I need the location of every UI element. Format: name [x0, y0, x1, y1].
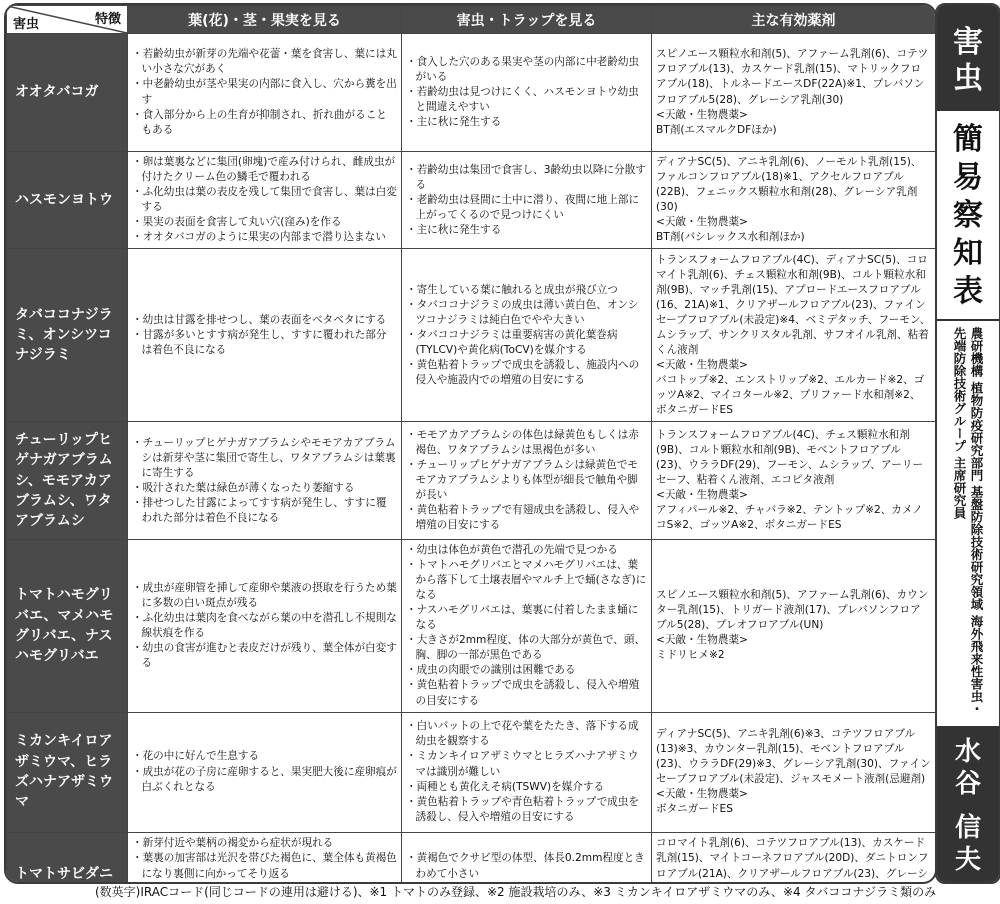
- bullet-list: [656, 588, 931, 663]
- bullet-list: [132, 313, 397, 358]
- list-item: ・ 黄色粘着トラップで有翅成虫を誘殺し、侵入や増殖の目安にする: [406, 503, 647, 533]
- list-item: ・ 中老齢幼虫が茎や果実の内部に食入し、穴から糞を出す: [132, 77, 397, 107]
- pest-trap-cell: [402, 34, 652, 152]
- bullet-list: [656, 47, 931, 137]
- list-item: ・ 主に秋に発生する: [406, 223, 647, 238]
- corner-feature-label: 特徴: [94, 12, 121, 27]
- list-item: <天敵・生物農薬>: [656, 358, 748, 371]
- list-item: ・ 幼虫は甘露を排せつし、葉の表面をベタベタにする: [132, 313, 397, 328]
- leaf-symptoms-cell: [128, 34, 402, 152]
- leaf-symptoms-cell: [128, 249, 402, 422]
- bullet-list: [406, 719, 647, 824]
- bullet-list: [132, 47, 397, 137]
- list-item: ディアナSC(5)、アニキ乳剤(6)、ノーモルト乳剤(15)、ファルコンフロアブル(18)※1、アクセルフロアブル(22B)、フェニックス顆粒水和剤(28)、グレーシア乳剤(30): [656, 156, 922, 214]
- table-row: [7, 152, 936, 249]
- bullet-list: [656, 836, 931, 884]
- corner-header: [7, 6, 128, 34]
- list-item: ・ ふ化幼虫は葉の表皮を残して集団で食害し、葉は白変する: [132, 185, 397, 215]
- list-item: ・ オオタバコガのように果実の内部まで潜り込まない: [132, 230, 397, 245]
- list-item: ・ 主に秋に発生する: [406, 115, 647, 130]
- list-item: ・ 果実の表面を食害して丸い穴(窪み)を作る: [132, 215, 397, 230]
- name-char: 夫: [954, 845, 981, 875]
- pest-trap-cell: [402, 540, 652, 712]
- title-char: 易: [953, 160, 983, 195]
- effective-chemicals-cell: [652, 422, 936, 540]
- list-item: ・ 成虫が花の子房に産卵すると、果実肥大後に産卵痕が白ぶくれとなる: [132, 765, 397, 795]
- list-item: ・ ふ化幼虫は葉肉を食べながら葉の中を潜孔し不規則な線状痕を作る: [132, 611, 397, 641]
- list-item: アフィパール※2、チャバラ※2、テントップ※2、カメノコS※2、ゴッツA※2、ボタニガードES: [656, 504, 923, 532]
- pest-name: チューリップヒゲナガアブラムシ、モモアカアブラムシ、ワタアブラムシ: [7, 422, 128, 540]
- bullet-list: [132, 836, 397, 884]
- list-item: ・ 甘露が多いとすす病が発生し、すすに覆われた部分は着色不良になる: [132, 328, 397, 358]
- list-item: スピノエース顆粒水和剤(5)、アファーム乳剤(6)、コテツフロアブル(13)、カスケード乳剤(15)、マトリックフロアブル(18)、トルネードエースDF(22A)※1、プレバソンフロアブル5(28)、グレーシア乳剤(30): [656, 48, 929, 106]
- table-row: [7, 712, 936, 832]
- list-item: ・ 食入した穴のある果実や茎の内部に中老齢幼虫がいる: [406, 55, 647, 85]
- list-item: ・ 幼虫の食害が進むと表皮だけが残り、葉全体が白変する: [132, 641, 397, 671]
- list-item: ディアナSC(5)、アニキ乳剤(6)※3、コテツフロアブル(13)※3、カウンター乳剤(15)、モベントフロアブル(23)、ウララDF(29)※3、グレーシア乳剤(30)、ファインセーブフロアブル(未設定)、ジャスモメート液剤(忌避剤): [656, 727, 931, 786]
- bullet-list: [656, 727, 931, 817]
- name-char: 水: [954, 737, 981, 767]
- list-item: ・ ミカンキイロアザミウマとヒラズハナアザミウマは識別が難しい: [406, 749, 647, 779]
- bullet-list: [406, 55, 647, 130]
- leaf-symptoms-cell: [128, 540, 402, 712]
- table-row: [7, 422, 936, 540]
- column-header-leaf: 葉(花)・茎・果実を見る: [128, 6, 402, 34]
- list-item: ・ トマトハモグリバエとマメハモグリバエは、葉から落下して土壌表層やマルチ上で蛹(さなぎ)になる: [406, 558, 647, 603]
- list-item: ・ 新芽付近や葉柄の褐変から症状が現れる: [132, 836, 397, 851]
- list-item: BT剤(エスマルクDFほか): [656, 123, 777, 136]
- footnote: (数英字)IRACコード(同じコードの連用は避ける)、※1 トマトのみ登録、※2 施設栽培のみ、※3 ミカンキイロアザミウマのみ、※4 タバココナジラミ類のみ: [95, 885, 937, 899]
- effective-chemicals-cell: [652, 832, 936, 884]
- title-char: 表: [953, 274, 983, 309]
- list-item: ・ 幼虫は体色が黄色で潜孔の先端で見つかる: [406, 543, 647, 558]
- list-item: ・ 若齢幼虫が新芽の先端や花蕾・葉を食害し、葉には丸い小さな穴があく: [132, 47, 397, 77]
- list-item: ・ 大きさが2mm程度、体の大部分が黄色で、頭、胸、脚の一部が黒色である: [406, 633, 647, 663]
- list-item: ・ 黄色粘着トラップで成虫を誘殺し、侵入や増殖の目安にする: [406, 678, 647, 708]
- list-item: ・ 両種とも黄化えそ病(TSWV)を媒介する: [406, 780, 647, 795]
- pest-name: ハスモンヨトウ: [7, 152, 128, 249]
- name-char: 谷: [954, 769, 981, 799]
- list-item: <天敵・生物農薬>: [656, 634, 748, 647]
- pest-trap-cell: [402, 422, 652, 540]
- corner-pest-label: 害虫: [13, 17, 40, 32]
- list-item: ・ 若齢幼虫は集団で食害し、3齢幼虫以降に分散する: [406, 163, 647, 193]
- table-row: [7, 540, 936, 712]
- author-affiliation: 農研機構 植物防疫研究部門 基盤防除技術研究領域 海外飛来性害虫・先端防除技術グループ 主席研究員: [952, 327, 984, 716]
- table-row: [7, 832, 936, 884]
- pest-name: トマトハモグリバエ、マメハモグリバエ、ナスハモグリバエ: [7, 540, 128, 712]
- list-item: <天敵・生物農薬>: [656, 788, 748, 801]
- effective-chemicals-cell: [652, 540, 936, 712]
- effective-chemicals-cell: [652, 152, 936, 249]
- list-item: トランスフォームフロアブル(4C)、チェス顆粒水和剤(9B)、コルト顆粒水和剤(9B)、モベントフロアブル(23)、ウララDF(29)、フーモン、ムシラップ、アーリーセーフ、粘着くん液剤、エコピタ液剤: [656, 429, 924, 487]
- bullet-list: [406, 428, 647, 533]
- list-item: ・ 黄色粘着トラップや青色粘着トラップで成虫を誘殺し、侵入や増殖の目安にする: [406, 795, 647, 825]
- list-item: ボタニガードES: [656, 803, 733, 816]
- pest-trap-cell: [402, 249, 652, 422]
- list-item: コロマイト乳剤(6)、コテツフロアブル(13)、カスケード乳剤(15)、マイトコーネフロアブル(20D)、ダニトロンフロアブル(21A)、クリアザールフロアブル(23)、グレーシ: [656, 837, 929, 880]
- bullet-list: [656, 155, 931, 245]
- title-char: 害: [953, 25, 983, 60]
- list-item: ・ ナスハモグリバエは、葉裏に付着したまま蛹になる: [406, 603, 647, 633]
- list-item: ・ チューリップヒゲナガアブラムシやモモアカアブラムシは新芽や茎に集団で寄生し、ワタアブラムシは葉裏に寄生する: [132, 436, 397, 481]
- list-item: ・ モモアカアブラムシの体色は緑黄色もしくは赤褐色、ワタアブラムシは黒褐色が多い: [406, 428, 647, 458]
- list-item: ・ 黄褐色でクサビ型の体型、体長0.2mm程度ときわめて小さい: [406, 851, 647, 881]
- bullet-list: [132, 581, 397, 671]
- author-name: [937, 726, 999, 882]
- list-item: ・ 老齢幼虫は昼間に土中に潜り、夜間に地上部に上がってくるので見つけにくい: [406, 193, 647, 223]
- list-item: BT剤(バシレックス水和剤ほか): [656, 231, 805, 244]
- leaf-symptoms-cell: [128, 422, 402, 540]
- title-char: 察: [953, 198, 983, 233]
- list-item: <天敵・生物農薬>: [656, 216, 748, 229]
- list-item: ・ 吸汁された葉は緑色が薄くなったり萎縮する: [132, 481, 397, 496]
- list-item: ・ タバココナジラミの成虫は薄い黄白色、オンシツコナジラミは純白色でやや大きい: [406, 298, 647, 328]
- list-item: ・ 白いバットの上で花や葉をたたき、落下する成幼虫を観察する: [406, 719, 647, 749]
- bullet-list: [132, 436, 397, 526]
- bullet-list: [656, 253, 931, 418]
- table-row: [7, 249, 936, 422]
- pest-name: ミカンキイロアザミウマ、ヒラズハナアザミウマ: [7, 712, 128, 832]
- bullet-list: [132, 749, 397, 794]
- table-body: [7, 34, 936, 885]
- list-item: トランスフォームフロアブル(4C)、ディアナSC(5)、コロマイト乳剤(6)、チェス顆粒水和剤(9B)、コルト顆粒水和剤(9B)、マッチ乳剤(15)、アプロードエースフロアブル(16、21A)※1、クリアザールフロアブル(23)、ファインセーブフロアブル(未設定)※4、ベミデタッチ、フーモン、ムシラップ、サンクリスタル乳剤、サフオイル乳剤、粘着くん液剤: [656, 253, 931, 356]
- column-header-trap: 害虫・トラップを見る: [402, 6, 652, 34]
- list-item: ・ 成虫が産卵管を挿して産卵や葉液の摂取を行うため葉に多数の白い斑点が残る: [132, 581, 397, 611]
- bullet-list: [132, 155, 397, 245]
- list-item: スピノエース顆粒水和剤(5)、アファーム乳剤(6)、カウンター乳剤(15)、トリガード液剤(17)、プレバソンフロアブル5(28)、プレオフロアブル(UN): [656, 589, 929, 632]
- list-item: ・ 成虫の肉眼での識別は困難である: [406, 663, 647, 678]
- effective-chemicals-cell: [652, 34, 936, 152]
- column-header-chemicals: 主な有効薬剤: [652, 6, 936, 34]
- list-item: ・ 食入部分から上の生育が抑制され、折れ曲がることもある: [132, 108, 397, 138]
- title-char: 簡: [953, 122, 983, 157]
- pest-identification-table: [4, 3, 937, 884]
- pest-name: トマトサビダニ: [7, 832, 128, 884]
- list-item: ・ 花の中に好んで生息する: [132, 749, 397, 764]
- list-item: <天敵・生物農薬>: [656, 489, 748, 502]
- leaf-symptoms-cell: [128, 152, 402, 249]
- effective-chemicals-cell: [652, 712, 936, 832]
- list-item: <天敵・生物農薬>: [656, 108, 748, 121]
- leaf-symptoms-cell: [128, 712, 402, 832]
- pest-name: タバココナジラミ、オンシツコナジラミ: [7, 249, 128, 422]
- table-row: [7, 34, 936, 152]
- table-header-row: [7, 6, 936, 34]
- bullet-list: [406, 283, 647, 388]
- pest-name: オオタバコガ: [7, 34, 128, 152]
- sidebar-title-panel: [935, 3, 1000, 884]
- list-item: ミドリヒメ※2: [656, 649, 725, 662]
- list-item: ・ タバココナジラミは重要病害の黄化葉巻病(TYLCV)や黄化病(ToCV)を媒介する: [406, 328, 647, 358]
- list-item: ・ チューリップヒゲナガアブラムシは緑黄色でモモアカアブラムシよりも体型が細長で触角や脚が長い: [406, 458, 647, 503]
- pest-trap-cell: [402, 832, 652, 884]
- list-item: ・ 卵は葉裏などに集団(卵塊)で産み付けられ、雌成虫が付けたクリーム色の鱗毛で覆われる: [132, 155, 397, 185]
- bullet-list: [406, 163, 647, 238]
- list-item: ・ 若齢幼虫は見つけにくく、ハスモンヨトウ幼虫と間違えやすい: [406, 85, 647, 115]
- pest-trap-cell: [402, 712, 652, 832]
- pest-trap-cell: [402, 152, 652, 249]
- bullet-list: [406, 851, 647, 884]
- title-char: 知: [953, 236, 983, 271]
- list-item: ・ 黄色粘着トラップで成虫を誘殺し、施設内への侵入や施設内での増殖の目安にする: [406, 358, 647, 388]
- list-item: ・ 葉裏の加害部は光沢を帯びた褐色に、葉全体も黄褐色になり裏側に向かってそり返る: [132, 851, 397, 881]
- sidebar-title-chart: [937, 111, 999, 321]
- sidebar-title-pest: [937, 5, 999, 111]
- list-item: ・ 排せつした甘露によってすす病が発生し、すすに覆われた部分は着色不良になる: [132, 496, 397, 526]
- title-char: 虫: [953, 61, 983, 96]
- list-item: バコトップ※2、エンストリップ※2、エルカード※2、ゴッツA※2、マイコタール※2、プリファード水和剤※2、ボタニガードES: [656, 373, 925, 416]
- effective-chemicals-cell: [652, 249, 936, 422]
- bullet-list: [406, 543, 647, 708]
- list-item: ・ 寄生している葉に触れると成虫が飛び立つ: [406, 283, 647, 298]
- name-char: 信: [954, 813, 981, 843]
- leaf-symptoms-cell: [128, 832, 402, 884]
- bullet-list: [656, 428, 931, 533]
